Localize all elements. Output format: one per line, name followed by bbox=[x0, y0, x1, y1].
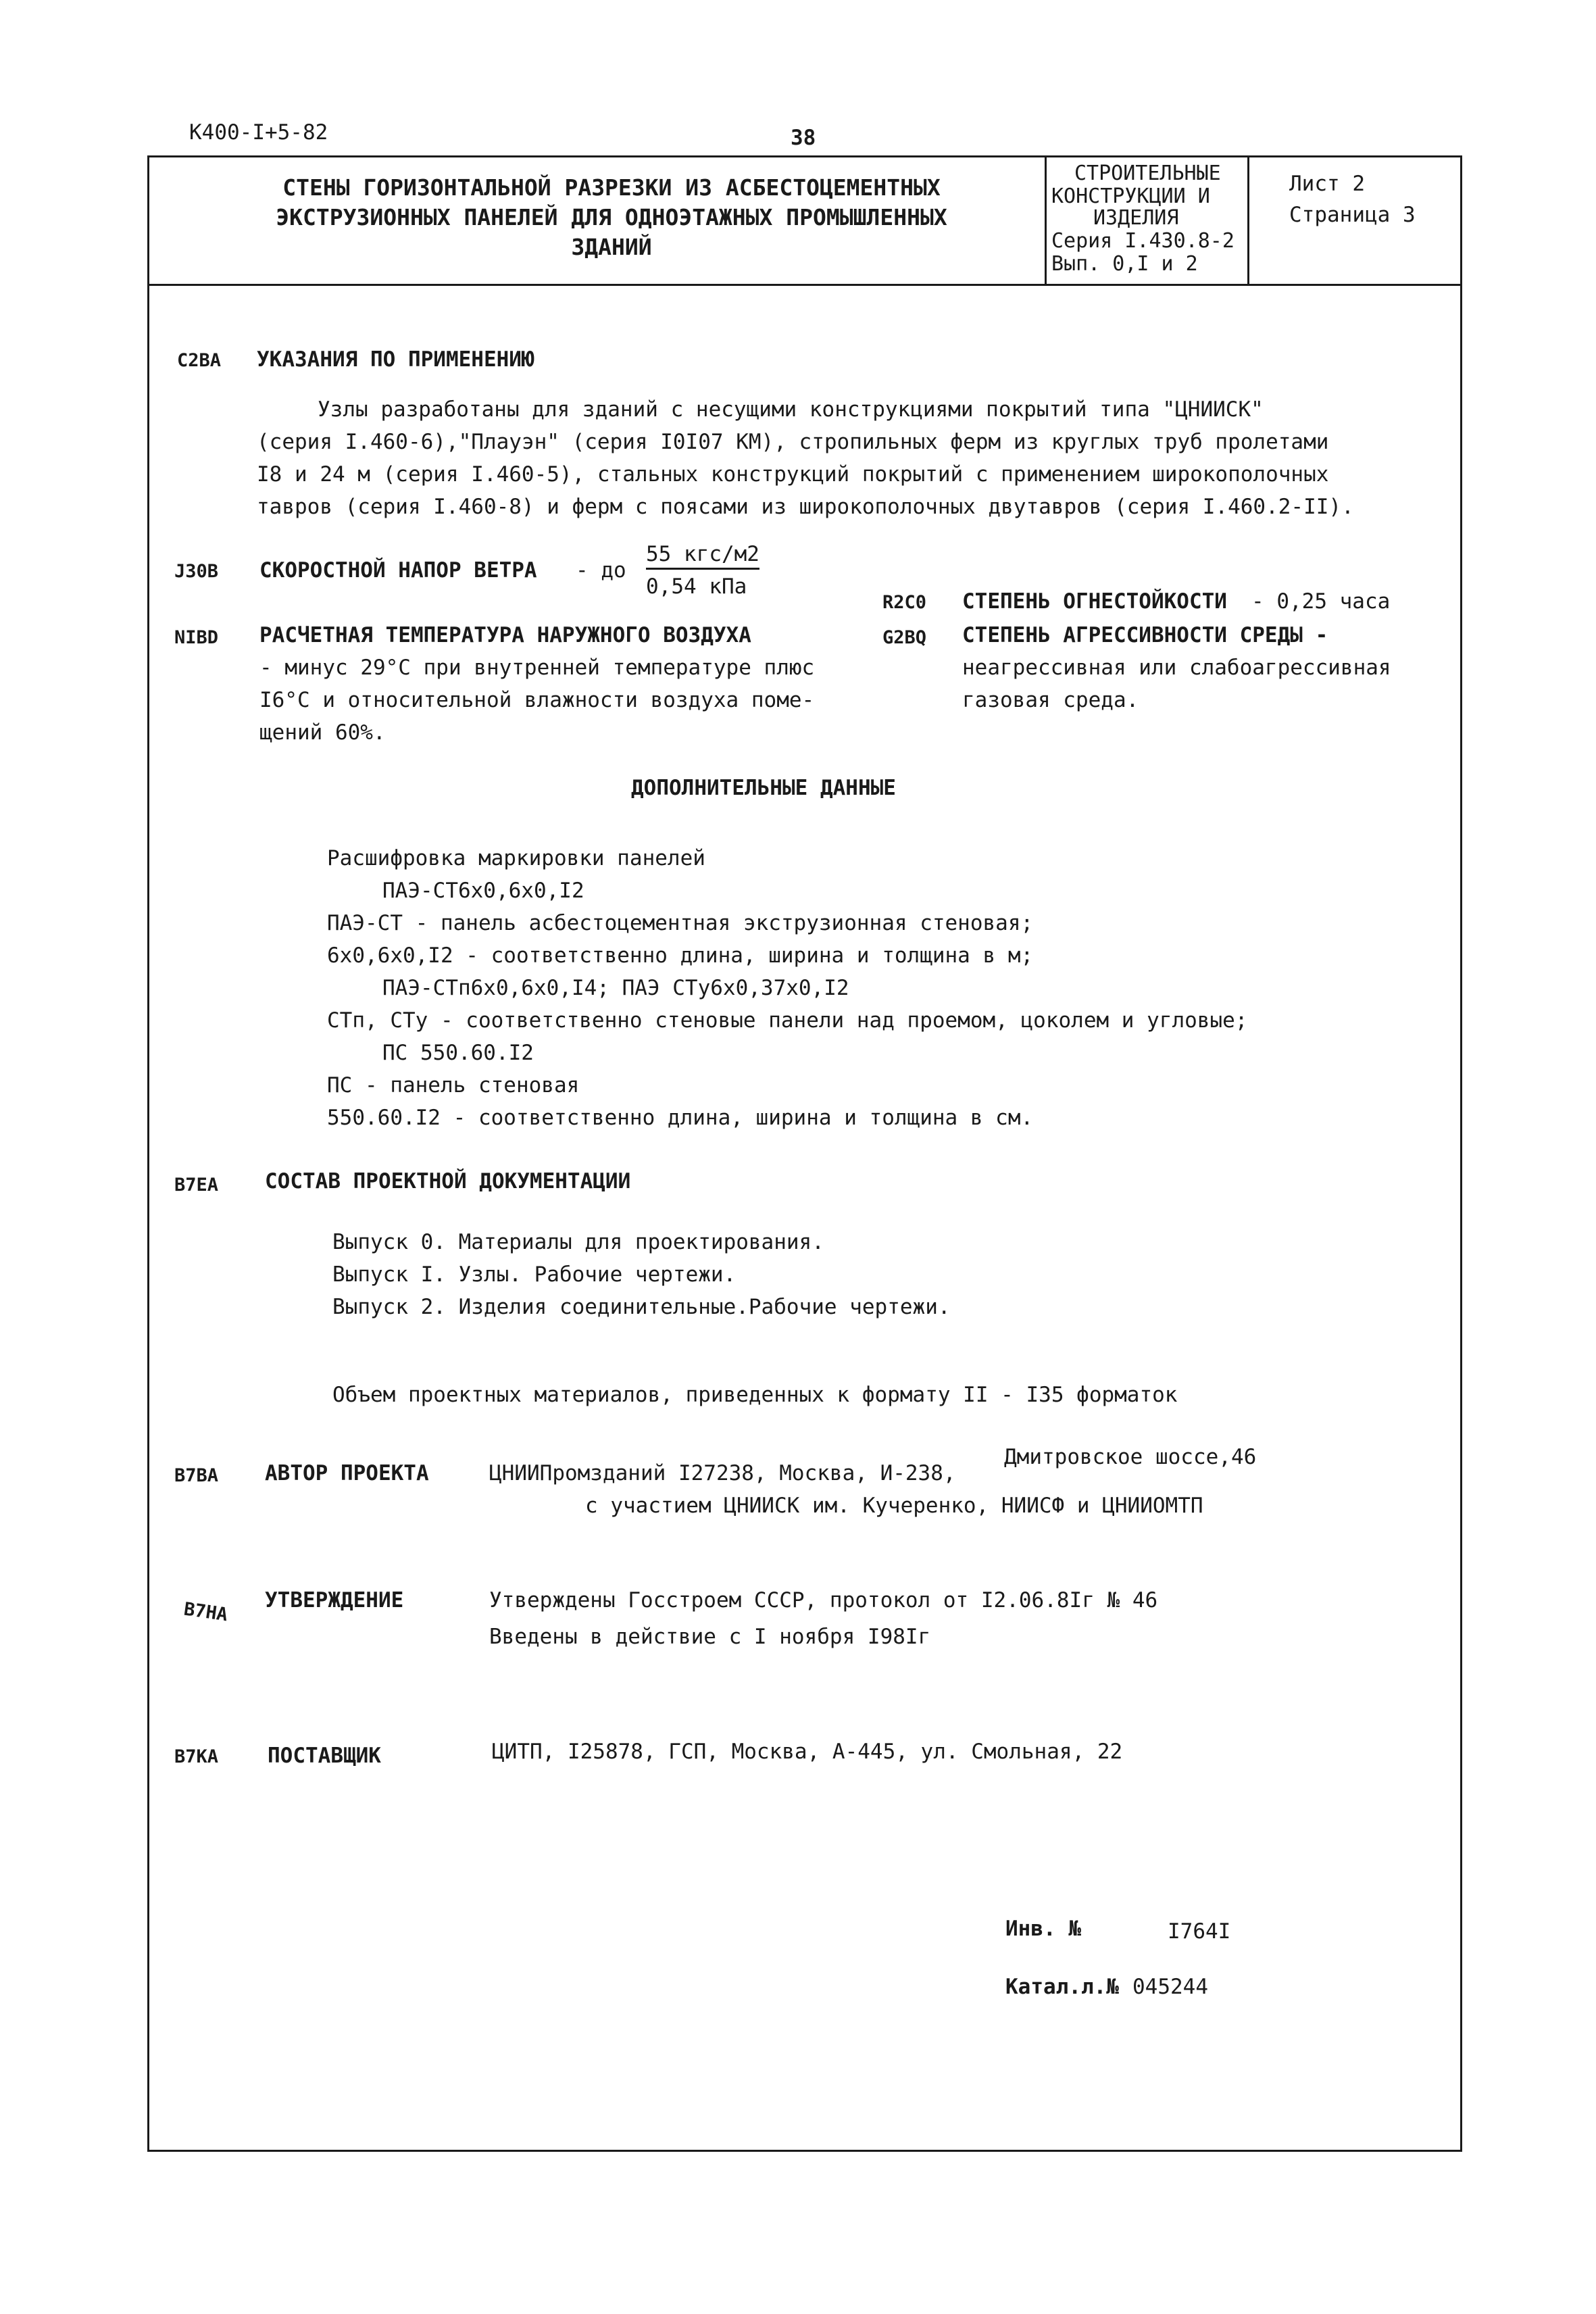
section-code-temperature: NIBD bbox=[174, 627, 219, 648]
temperature-line-1: - минус 29°С при внутренней температуре плюс bbox=[259, 656, 815, 680]
page-number: 38 bbox=[791, 126, 816, 150]
title-line-1: СТЕНЫ ГОРИЗОНТАЛЬНОЙ РАЗРЕЗКИ ИЗ АСБЕСТОЦЕМЕНТНЫХ bbox=[282, 174, 941, 201]
title-block-vline-2 bbox=[1247, 155, 1249, 284]
additional-line-3: ПАЭ-СТ - панель асбестоцементная экструзионная стеновая; bbox=[327, 911, 1034, 935]
author-label: АВТОР ПРОЕКТА bbox=[265, 1461, 429, 1485]
catalog-label: Катал.л.№ bbox=[1005, 1975, 1119, 1999]
application-line-1: Узлы разработаны для зданий с несущими конструкциями покрытий типа "ЦНИИСК" bbox=[318, 397, 1264, 422]
title-line-2: ЭКСТРУЗИОННЫХ ПАНЕЛЕЙ ДЛЯ ОДНОЭТАЖНЫХ ПРОМЫШЛЕННЫХ bbox=[276, 204, 947, 230]
additional-line-6: СТп, СТу - соответственно стеновые панели над проемом, цоколем и угловые; bbox=[327, 1008, 1248, 1033]
application-line-3: I8 и 24 м (серия I.460-5), стальных конструкций покрытий с применением широкополочных bbox=[257, 462, 1329, 487]
section-code-application: С2ВА bbox=[177, 350, 222, 371]
application-heading: УКАЗАНИЯ ПО ПРИМЕНЕНИЮ bbox=[257, 347, 534, 372]
temperature-line-3: щений 60%. bbox=[259, 720, 386, 745]
sheet-label: Лист 2 bbox=[1289, 172, 1365, 196]
title-block-divider bbox=[147, 284, 1462, 286]
additional-line-5: ПАЭ-СТп6х0,6х0,I4; ПАЭ СТу6х0,37х0,I2 bbox=[382, 976, 849, 1000]
section-code-approval: В7НА bbox=[182, 1598, 229, 1626]
application-line-4: тавров (серия I.460-8) и ферм с поясами из широкополочных двутавров (серия I.460.2-II). bbox=[257, 495, 1354, 519]
supplier-text: ЦИТП, I25878, ГСП, Москва, А-445, ул. Смольная, 22 bbox=[492, 1740, 1123, 1764]
aggression-line-2: газовая среда. bbox=[962, 688, 1139, 712]
inventory-number: I764I bbox=[1168, 1919, 1231, 1944]
additional-line-1: Расшифровка маркировки панелей bbox=[327, 846, 705, 870]
additional-line-8: ПС - панель стеновая bbox=[327, 1073, 580, 1098]
application-line-2: (серия I.460-6),"Плауэн" (серия I0I07 КМ), стропильных ферм из круглых труб пролетами bbox=[257, 430, 1329, 454]
wind-label: СКОРОСТНОЙ НАПОР ВЕТРА bbox=[259, 558, 537, 583]
composition-line-3: Выпуск 2. Изделия соединительные.Рабочие чертежи. bbox=[332, 1295, 951, 1319]
approval-label: УТВЕРЖДЕНИЕ bbox=[265, 1588, 404, 1613]
issue-line: Вып. 0,I и 2 bbox=[1051, 252, 1198, 276]
additional-line-9: 550.60.I2 - соответственно длина, ширина и толщина в см. bbox=[327, 1106, 1034, 1130]
author-line-1: ЦНИИПромзданий I27238, Москва, И-238, bbox=[489, 1461, 956, 1485]
page-label: Страница 3 bbox=[1289, 203, 1416, 227]
approval-line-1: Утверждены Госстроем СССР, протокол от I2.06.8Iг № 46 bbox=[489, 1588, 1158, 1613]
title-line-3: ЗДАНИЙ bbox=[571, 234, 652, 260]
section-code-fire: R2С0 bbox=[882, 592, 927, 613]
category-line-1: СТРОИТЕЛЬНЫЕ bbox=[1074, 162, 1221, 185]
composition-line-2: Выпуск I. Узлы. Рабочие чертежи. bbox=[332, 1262, 737, 1287]
category-line-2: КОНСТРУКЦИИ И bbox=[1051, 184, 1210, 208]
author-address: Дмитровское шоссе,46 bbox=[1004, 1445, 1257, 1469]
author-line-2: с участием ЦНИИСК им. Кучеренко, НИИСФ и ЦНИИОМТП bbox=[585, 1494, 1203, 1518]
aggression-label: СТЕПЕНЬ АГРЕССИВНОСТИ СРЕДЫ - bbox=[962, 623, 1328, 647]
additional-heading: ДОПОЛНИТЕЛЬНЫЕ ДАННЫЕ bbox=[631, 776, 896, 800]
document-code: К400-I+5-82 bbox=[189, 120, 328, 145]
wind-value-kgs: 55 кгс/м2 bbox=[646, 541, 759, 570]
section-code-supplier: В7КА bbox=[174, 1746, 219, 1767]
series-line: Серия I.430.8-2 bbox=[1051, 229, 1235, 253]
composition-volume: Объем проектных материалов, приведенных к формату II - I35 форматок bbox=[332, 1383, 1178, 1407]
section-code-aggression: G2BQ bbox=[882, 627, 927, 648]
additional-line-7: ПС 550.60.I2 bbox=[382, 1041, 534, 1065]
temperature-label: РАСЧЕТНАЯ ТЕМПЕРАТУРА НАРУЖНОГО ВОЗДУХА bbox=[259, 623, 751, 647]
catalog-number: 045244 bbox=[1132, 1975, 1208, 1999]
title-block-vline-1 bbox=[1045, 155, 1047, 284]
inventory-label: Инв. № bbox=[1005, 1917, 1081, 1941]
wind-value-kpa: 0,54 кПа bbox=[646, 574, 747, 599]
temperature-line-2: I6°С и относительной влажности воздуха поме- bbox=[259, 688, 815, 712]
supplier-label: ПОСТАВЩИК bbox=[268, 1744, 381, 1768]
composition-heading: СОСТАВ ПРОЕКТНОЙ ДОКУМЕНТАЦИИ bbox=[265, 1169, 631, 1193]
fire-label: СТЕПЕНЬ ОГНЕСТОЙКОСТИ bbox=[962, 589, 1227, 614]
category-line-3: ИЗДЕЛИЯ bbox=[1093, 206, 1179, 230]
composition-line-1: Выпуск 0. Материалы для проектирования. bbox=[332, 1230, 824, 1254]
wind-prefix: - до bbox=[576, 558, 626, 583]
aggression-line-1: неагрессивная или слабоагрессивная bbox=[962, 656, 1391, 680]
section-code-composition: В7ЕА bbox=[174, 1175, 219, 1196]
approval-line-2: Введены в действие с I ноября I98Iг bbox=[489, 1625, 931, 1649]
fire-value: - 0,25 часа bbox=[1251, 589, 1391, 614]
section-code-wind: J30В bbox=[174, 561, 219, 582]
additional-line-4: 6х0,6х0,I2 - соответственно длина, ширина и толщина в м; bbox=[327, 943, 1034, 968]
section-code-author: В7ВА bbox=[174, 1465, 219, 1486]
additional-line-2: ПАЭ-СТ6х0,6х0,I2 bbox=[382, 879, 584, 903]
